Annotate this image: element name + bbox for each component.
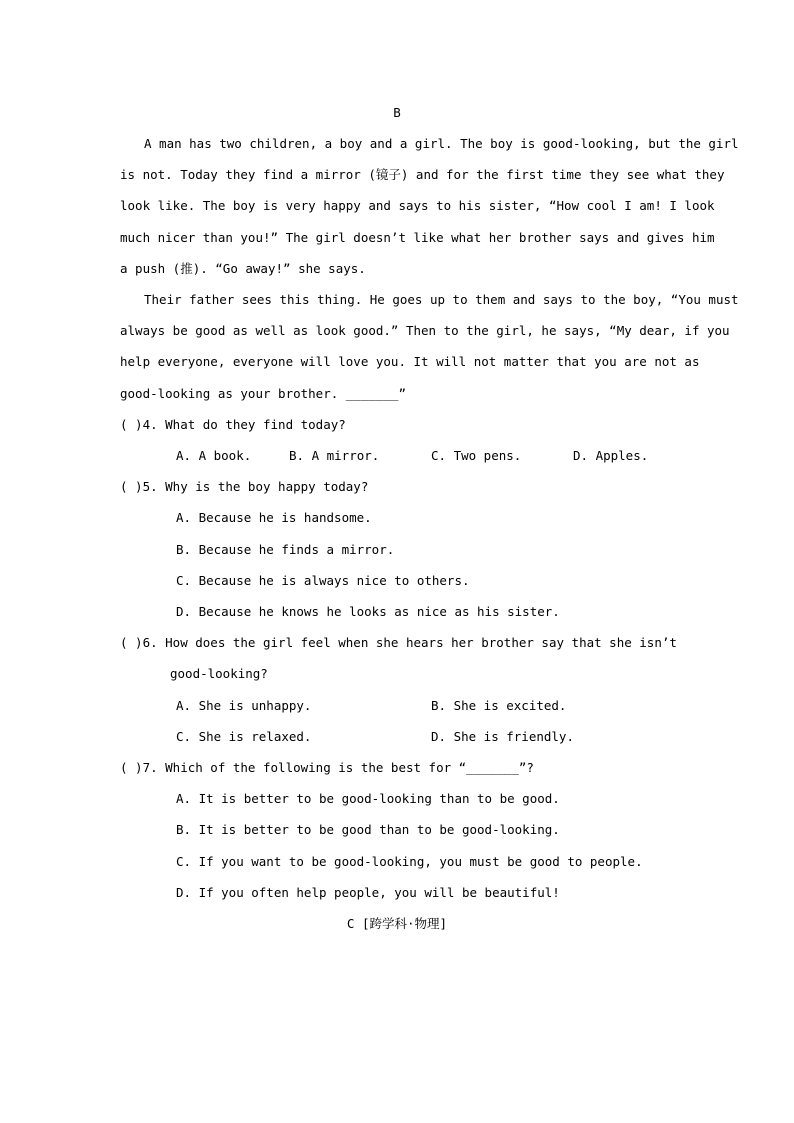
q7-option-c: C. If you want to be good-looking, you must be good to people.	[176, 854, 643, 869]
question-7: ( )7. Which of the following is the best for “_______”?	[120, 760, 534, 775]
q6-option-c: C. She is relaxed.	[176, 729, 312, 744]
q5-option-b: B. Because he finds a mirror.	[176, 542, 395, 557]
q5-option-d: D. Because he knows he looks as nice as his sister.	[176, 604, 560, 619]
q4-option-c: C. Two pens.	[431, 448, 522, 463]
passage-p2-line-1: Their father sees this thing. He goes up to them and says to the boy, “You must	[144, 292, 739, 307]
q5-option-a: A. Because he is handsome.	[176, 510, 372, 525]
passage-p1-line-5: a push (推). “Go away!” she says.	[120, 261, 366, 276]
passage-p1-line-1: A man has two children, a boy and a girl. The boy is good-looking, but the girl	[144, 136, 739, 151]
q6-option-b: B. She is excited.	[431, 698, 567, 713]
q4-option-a: A. A book.	[176, 448, 252, 463]
q4-option-d: D. Apples.	[573, 448, 649, 463]
q7-option-d: D. If you often help people, you will be beautiful!	[176, 885, 560, 900]
section-b-title: B	[393, 105, 401, 120]
question-6-continued: good-looking?	[170, 666, 268, 681]
passage-p2-line-4: good-looking as your brother. _______”	[120, 386, 406, 401]
q6-option-a: A. She is unhappy.	[176, 698, 312, 713]
passage-p1-line-2: is not. Today they find a mirror (镜子) and for the first time they see what they	[120, 167, 725, 182]
question-5: ( )5. Why is the boy happy today?	[120, 479, 369, 494]
question-6: ( )6. How does the girl feel when she hears her brother say that she isn’t	[120, 635, 677, 650]
q6-option-d: D. She is friendly.	[431, 729, 574, 744]
question-4: ( )4. What do they find today?	[120, 417, 346, 432]
passage-p1-line-3: look like. The boy is very happy and says to his sister, “How cool I am! I look	[120, 198, 715, 213]
q7-option-b: B. It is better to be good than to be good-looking.	[176, 822, 560, 837]
passage-p2-line-3: help everyone, everyone will love you. It will not matter that you are not as	[120, 354, 700, 369]
section-c-title: C [跨学科·物理]	[346, 916, 448, 931]
q7-option-a: A. It is better to be good-looking than to be good.	[176, 791, 560, 806]
q4-option-b: B. A mirror.	[289, 448, 380, 463]
passage-p2-line-2: always be good as well as look good.” Then to the girl, he says, “My dear, if you	[120, 323, 730, 338]
passage-p1-line-4: much nicer than you!” The girl doesn’t like what her brother says and gives him	[120, 230, 715, 245]
q5-option-c: C. Because he is always nice to others.	[176, 573, 470, 588]
